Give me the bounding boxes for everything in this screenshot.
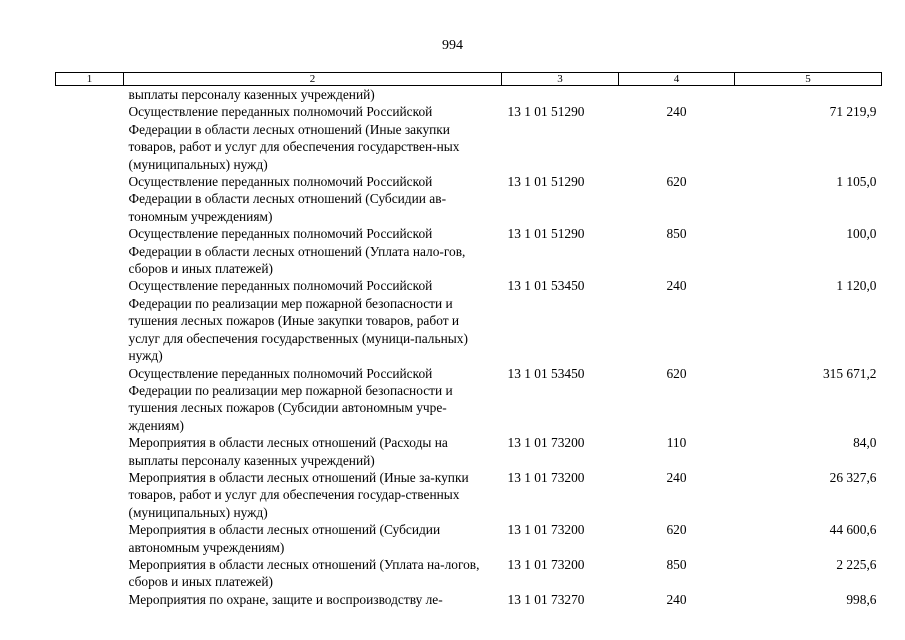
row-description: Осуществление переданных полномочий Российской Федерации в области лесных отношений (Уплата нало-гов, сборов и иных платежей) <box>128 226 466 277</box>
table-row <box>56 103 882 173</box>
table-row <box>56 434 882 469</box>
table-row <box>56 225 882 277</box>
row-description: выплаты персоналу казенных учреждений) <box>128 87 375 102</box>
row-code: 13 1 01 73200 <box>507 469 585 485</box>
row-number-cell <box>56 521 124 556</box>
row-number-cell <box>56 173 124 225</box>
row-amount: 26 327,6 <box>829 469 877 485</box>
row-number-cell <box>56 225 124 277</box>
row-code: 13 1 01 73200 <box>507 556 585 572</box>
row-amount: 44 600,6 <box>829 522 877 538</box>
row-number-cell <box>56 365 124 435</box>
row-amount: 1 105,0 <box>836 174 877 190</box>
row-number-cell <box>56 103 124 173</box>
header-col-3: 3 <box>502 73 619 86</box>
row-description: Мероприятия в области лесных отношений (Иные за-купки товаров, работ и услуг для обеспечения государ-ственных (муниципальных) нужд) <box>128 469 469 520</box>
row-type: 240 <box>666 278 687 294</box>
table-row <box>56 365 882 435</box>
row-number-cell <box>56 277 124 364</box>
row-code: 13 1 01 53450 <box>507 278 585 294</box>
table-row <box>56 591 882 608</box>
row-code: 13 1 01 51290 <box>507 226 585 242</box>
row-description: Осуществление переданных полномочий Российской Федерации по реализации мер пожарной безопасности и тушения лесных пожаров (Субсидии автономным учре-ждениям) <box>128 365 453 433</box>
row-description: Мероприятия в области лесных отношений (Уплата на-логов, сборов и иных платежей) <box>128 556 480 590</box>
table-row <box>56 521 882 556</box>
row-amount <box>735 86 882 104</box>
row-description: Осуществление переданных полномочий Российской Федерации по реализации мер пожарной безопасности и тушения лесных пожаров (Иные закупки товаров, работ и услуг для обеспечения государственных (муници-пальных) нужд) <box>128 278 468 364</box>
row-code: 13 1 01 73200 <box>507 522 585 538</box>
row-code: 13 1 01 73270 <box>507 591 585 607</box>
row-description: Мероприятия по охране, защите и воспроизводству ле- <box>128 591 443 607</box>
row-type: 240 <box>666 469 687 485</box>
table-row <box>56 173 882 225</box>
row-code: 13 1 01 51290 <box>507 174 585 190</box>
row-number-cell <box>56 86 124 104</box>
row-type: 620 <box>666 365 687 381</box>
header-row <box>56 73 882 86</box>
table-body <box>56 86 882 609</box>
row-type: 850 <box>666 226 687 242</box>
row-number-cell <box>56 591 124 608</box>
row-amount: 84,0 <box>853 435 877 451</box>
row-amount: 998,6 <box>846 591 877 607</box>
row-amount: 1 120,0 <box>836 278 877 294</box>
table-row <box>56 556 882 591</box>
row-type: 240 <box>666 104 687 120</box>
row-description: Мероприятия в области лесных отношений (Расходы на выплаты персоналу казенных учреждений) <box>128 435 448 468</box>
row-amount: 71 219,9 <box>829 104 877 120</box>
header-col-5: 5 <box>735 73 882 86</box>
table-row <box>56 277 882 364</box>
row-description: Осуществление переданных полномочий Российской Федерации в области лесных отношений (Субсидии ав-тономным учреждениям) <box>128 174 447 224</box>
row-type: 620 <box>666 174 687 190</box>
header-col-1: 1 <box>56 73 124 86</box>
header-col-4: 4 <box>619 73 735 86</box>
row-code <box>502 86 619 104</box>
table-header <box>56 73 882 86</box>
page-number: 994 <box>442 38 463 53</box>
header-col-2: 2 <box>124 73 502 86</box>
row-type: 110 <box>666 435 687 451</box>
row-description: Мероприятия в области лесных отношений (Субсидии автономным учреждениям) <box>128 522 441 555</box>
row-number-cell <box>56 469 124 521</box>
row-amount: 2 225,6 <box>836 556 877 572</box>
row-type: 240 <box>666 591 687 607</box>
row-type <box>619 86 735 104</box>
row-amount: 100,0 <box>846 226 877 242</box>
row-type: 620 <box>666 522 687 538</box>
row-code: 13 1 01 73200 <box>507 435 585 451</box>
row-amount: 315 671,2 <box>822 365 877 381</box>
row-code: 13 1 01 51290 <box>507 104 585 120</box>
table-row <box>56 469 882 521</box>
row-type: 850 <box>666 556 687 572</box>
table-row <box>56 86 882 104</box>
row-number-cell <box>56 556 124 591</box>
budget-table <box>55 72 882 608</box>
row-code: 13 1 01 53450 <box>507 365 585 381</box>
row-description: Осуществление переданных полномочий Российской Федерации в области лесных отношений (Иные закупки товаров, работ и услуг для обеспечения государствен-ных (муниципальных) нужд) <box>128 104 460 172</box>
row-number-cell <box>56 434 124 469</box>
